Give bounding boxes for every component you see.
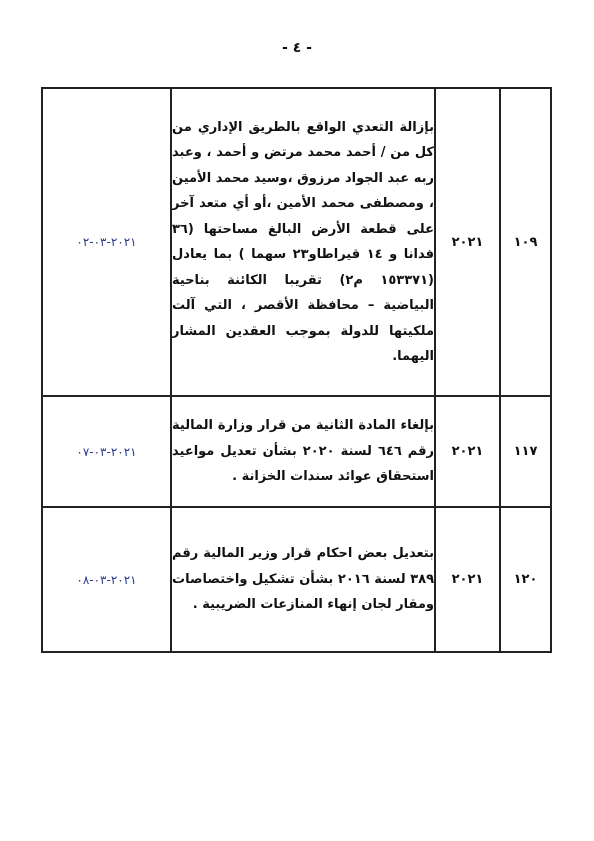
table-row <box>42 507 551 652</box>
decree-year: ٢٠٢١ <box>435 88 500 396</box>
decree-date-text: ٢٠٢١-٠٣-٠٨ <box>76 572 137 587</box>
decree-description-cell <box>171 396 435 507</box>
table-row <box>42 396 551 507</box>
decree-description-cell <box>171 88 435 396</box>
decree-description: بإلغاء المادة الثانية من قرار وزارة المالية رقم ٦٤٦ لسنة ٢٠٢٠ بشأن تعديل مواعيد استحقاق عوائد سندات الخزانة . <box>172 418 435 485</box>
decree-number: ١٠٩ <box>500 88 551 396</box>
decree-date-text: ٢٠٢١-٠٣-٠٢ <box>76 235 137 249</box>
decrees-table <box>41 87 552 653</box>
decree-number: ١١٧ <box>500 396 551 507</box>
table-row <box>42 88 551 396</box>
decree-date <box>42 88 171 396</box>
page-number: - ٤ - <box>282 40 312 56</box>
decree-date-text: ٢٠٢١-٠٣-٠٧ <box>76 444 137 459</box>
decree-description: بإزالة التعدي الواقع بالطريق الإداري من كل من / أحمد محمد مرتض و أحمد ، وعبد ربه عبد الجواد مرزوق ،وسيد محمد الأمين ، ومصطفى محمد الأمين ،أو أي متعد آخر على قطعة الأرض البالغ مساحتها (٣٦ فدانا و ١٤ قيراطاو٢٣ سهما ) بما يعادل (١٥٣٣٧١ م٢) تقريبا الكائنة بناحية البياضية – محافظة الأقصر ، التي آلت ملكيتها للدولة بموجب العقدين المشار اليهما. <box>172 119 434 364</box>
decree-year: ٢٠٢١ <box>435 507 500 652</box>
decree-year: ٢٠٢١ <box>435 396 500 507</box>
decree-date <box>42 507 171 652</box>
decree-number: ١٢٠ <box>500 507 551 652</box>
decree-description: بتعديل بعض احكام قرار وزير المالية رقم ٣٨٩ لسنة ٢٠١٦ بشأن تشكيل واختصاصات ومقار لجان إنهاء المنازعات الضريبية . <box>172 546 435 613</box>
decree-description-cell <box>171 507 435 652</box>
decree-date <box>42 396 171 507</box>
